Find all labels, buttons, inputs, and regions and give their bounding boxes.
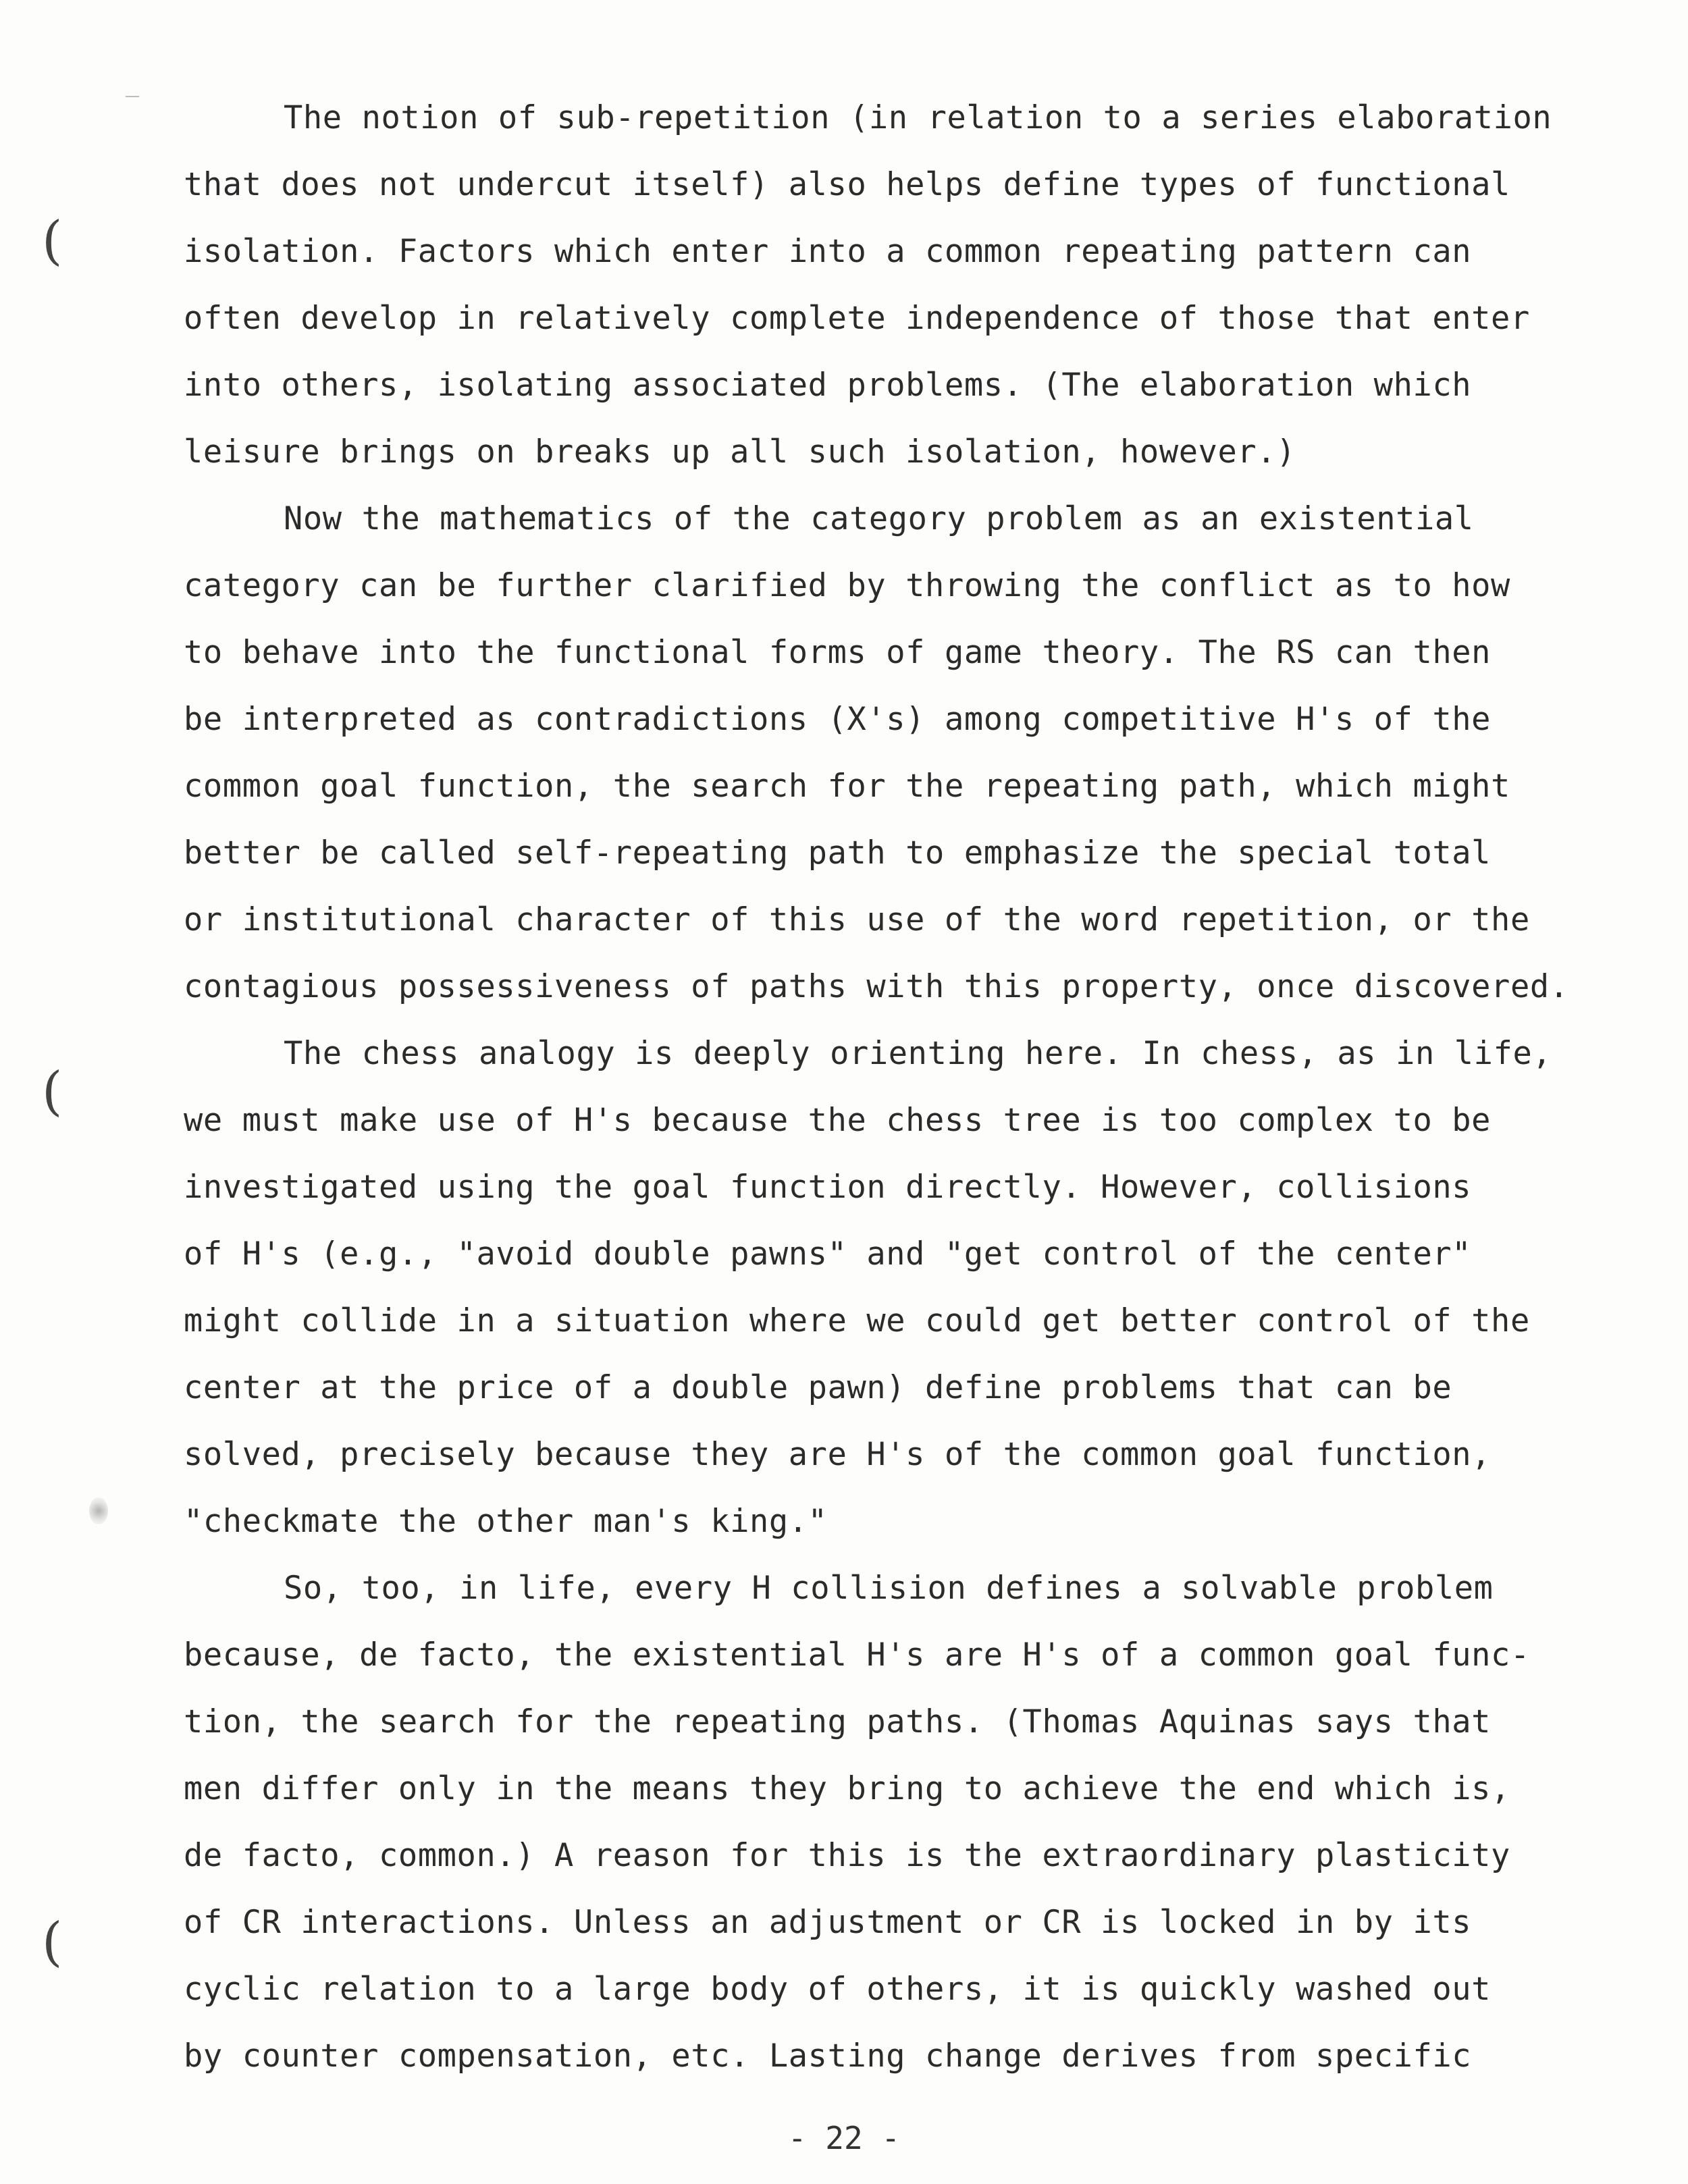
text-line: we must make use of H's because the chess tree is too complex to be bbox=[184, 1102, 1492, 1139]
margin-bracket-mark: ( bbox=[42, 1061, 63, 1122]
text-line: by counter compensation, etc. Lasting change derives from specific bbox=[184, 2037, 1472, 2075]
text-line: center at the price of a double pawn) define problems that can be bbox=[184, 1369, 1452, 1406]
typewritten-body bbox=[184, 84, 1642, 2089]
text-line: of H's (e.g., "avoid double pawns" and "get control of the center" bbox=[184, 1235, 1472, 1273]
text-line: The chess analogy is deeply orienting here. In chess, as in life, bbox=[284, 1035, 1552, 1072]
text-line: contagious possessiveness of paths with this property, once discovered. bbox=[184, 968, 1569, 1005]
text-line: The notion of sub-repetition (in relation to a series elaboration bbox=[284, 99, 1552, 136]
text-line: of CR interactions. Unless an adjustment or CR is locked in by its bbox=[184, 1904, 1472, 1941]
text-line: often develop in relatively complete independence of those that enter bbox=[184, 300, 1530, 337]
text-line: Now the mathematics of the category problem as an existential bbox=[284, 500, 1474, 537]
text-line: cyclic relation to a large body of others, it is quickly washed out bbox=[184, 1971, 1492, 2008]
text-line: So, too, in life, every H collision defines a solvable problem bbox=[284, 1570, 1494, 1607]
text-line: isolation. Factors which enter into a common repeating pattern can bbox=[184, 233, 1472, 270]
text-line: might collide in a situation where we could get better control of the bbox=[184, 1302, 1530, 1339]
text-line: category can be further clarified by throwing the conflict as to how bbox=[184, 567, 1510, 604]
text-line: that does not undercut itself) also helps define types of functional bbox=[184, 166, 1510, 203]
text-line: be interpreted as contradictions (X's) among competitive H's of the bbox=[184, 701, 1492, 738]
text-line: solved, precisely because they are H's of the common goal function, bbox=[184, 1436, 1492, 1473]
text-line: better be called self-repeating path to emphasize the special total bbox=[184, 834, 1492, 872]
text-line: because, de facto, the existential H's are H's of a common goal func- bbox=[184, 1636, 1530, 1674]
text-line: tion, the search for the repeating paths. (Thomas Aquinas says that bbox=[184, 1703, 1492, 1740]
text-line: "checkmate the other man's king." bbox=[184, 1503, 828, 1540]
text-line: common goal function, the search for the repeating path, which might bbox=[184, 768, 1510, 805]
ink-smudge bbox=[89, 1497, 108, 1524]
text-line: to behave into the functional forms of game theory. The RS can then bbox=[184, 634, 1492, 671]
text-line: investigated using the goal function directly. However, collisions bbox=[184, 1169, 1472, 1206]
page-number: - 22 - bbox=[787, 2120, 901, 2156]
margin-bracket-mark: ( bbox=[42, 1912, 63, 1973]
paper-mark bbox=[126, 96, 139, 97]
text-line: men differ only in the means they bring to achieve the end which is, bbox=[184, 1770, 1510, 1807]
text-line: de facto, common.) A reason for this is the extraordinary plasticity bbox=[184, 1837, 1510, 1874]
text-line: leisure brings on breaks up all such isolation, however.) bbox=[184, 433, 1296, 471]
margin-bracket-mark: ( bbox=[42, 211, 63, 271]
text-line: or institutional character of this use of the word repetition, or the bbox=[184, 901, 1530, 938]
text-line: into others, isolating associated problems. (The elaboration which bbox=[184, 367, 1472, 404]
